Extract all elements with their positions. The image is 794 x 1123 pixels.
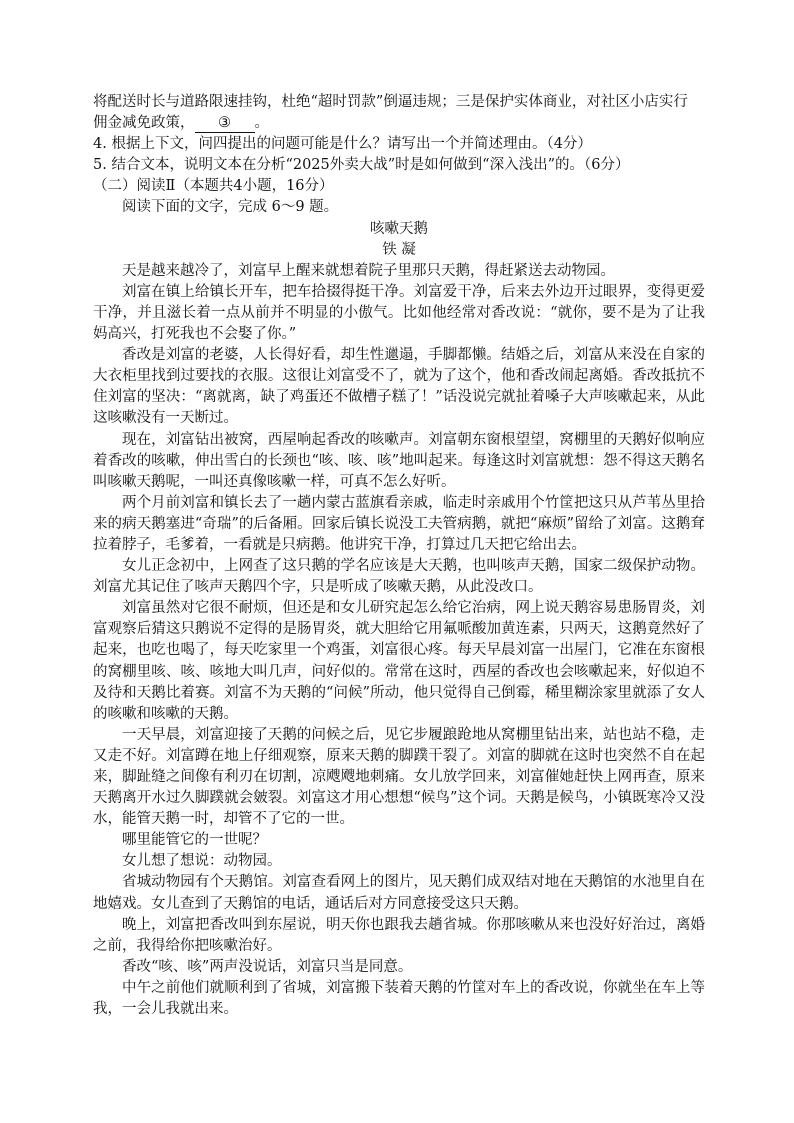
answer-blank: ③ — [195, 114, 255, 133]
story-paragraph: 女儿正念初中，上网查了这只鹅的学名应该是大天鹅，也叫咳声天鹅，国家二级保护动物。刘富尤其记住了咳声天鹅四个字，只是听成了咳嗽天鹅，从此没改口。 — [93, 558, 705, 596]
story-paragraph: 现在，刘富钻出被窝，西屋响起香改的咳嗽声。刘富朝东窗根望望，窝棚里的天鹅好似响应着香改的咳嗽，伸出雪白的长颈也“咳、咳、咳”地叫起来。每逢这时刘富就想：怨不得这天鹅名叫咳嗽天鹅呢，一叫还真像咳嗽一样，可真不怎么好听。 — [93, 431, 705, 490]
blank-line — [93, 113, 705, 134]
blank-line-after: 。 — [254, 115, 269, 132]
story-paragraph: 刘富在镇上给镇长开车，把车拾掇得挺干净。刘富爱干净，后来去外边开过眼界，变得更爱干净，并且滋长着一点从前并不明显的小傲气。比如他经常对香改说：“就你，要不是为了让我妈高兴，打死我也不会娶了你。” — [93, 283, 705, 343]
story-paragraph: 一天早晨，刘富迎接了天鹅的问候之后，见它步履踉跄地从窝棚里钻出来，站也站不稳，走又走不好。刘富蹲在地上仔细观察，原来天鹅的脚蹼干裂了。刘富的脚就在这时也突然不自在起来，脚趾缝之间像有利刃在切割，凉飕飕地刺痛。女儿放学回来，刘富催她赶快上网再查，原来天鹅离开水过久脚蹼就会皴裂。刘富这才用心想想“候鸟”这个词。天鹅是候鸟，小镇既寒冷又没水，能管天鹅一时，却管不了它的一世。 — [93, 726, 705, 828]
story-paragraph: 中午之前他们就顺利到了省城，刘富搬下装着天鹅的竹筐对车上的香改说，你就坐在车上等我，一会儿我就出来。 — [93, 979, 705, 1018]
story-paragraph: 女儿想了想说：动物园。 — [122, 853, 282, 870]
story-paragraph: 香改“咳、咳”两声没说话，刘富只当是同意。 — [122, 958, 413, 975]
document-page — [93, 92, 705, 1020]
story-paragraph: 两个月前刘富和镇长去了一趟内蒙古蓝旗看亲戚，临走时亲戚用个竹筐把这只从芦苇丛里拾来的病天鹅塞进“奇瑞”的后备厢。回家后镇长说没工夫管病鹅，就把“麻烦”留给了刘富。这鹅耷拉着脖子，毛爹着，一看就是只病鹅。他讲究干净，打算过几天把它给出去。 — [93, 494, 705, 553]
blank-line-before: 佣金减免政策， — [93, 115, 195, 132]
question-4: 4. 根据上下文，问四提出的问题可能是什么？请写出一个并简述理由。（4分） — [93, 136, 592, 153]
story-paragraph: 省城动物园有个天鹅馆。刘富查看网上的图片，见天鹅们成双结对地在天鹅馆的水池里自在地嬉戏。女儿查到了天鹅馆的电话，通话后对方同意接受这只天鹅。 — [93, 874, 705, 912]
story-author: 铁 凝 — [382, 241, 416, 258]
story-paragraph: 刘富虽然对它很不耐烦，但还是和女儿研究起怎么给它治病，网上说天鹅容易患肠胃炎，刘富观察后猜这只鹅说不定得的是肠胃炎，就大胆给它用氟哌酸加黄连素，只两天，这鹅竟然好了起来，也吃也喝了，每天吃家里一个鸡蛋，刘富很心疼。每天早晨刘富一出屋门，它准在东窗根的窝棚里咳、咳、咳地大叫几声，问好似的。常常在这时，西屋的香改也会咳嗽起来，好似迫不及待和天鹅比着赛。刘富不为天鹅的“问候”所动，他只觉得自己倒霉，稀里糊涂家里就添了女人的咳嗽和咳嗽的天鹅。 — [93, 600, 705, 722]
section-header: （二）阅读Ⅱ（本题共4小题，16分） — [93, 178, 334, 195]
story-title: 咳嗽天鹅 — [370, 220, 428, 237]
story-paragraph: 天是越来越冷了，刘富早上醒来就想着院子里那只天鹅，得赶紧送去动物园。 — [122, 262, 615, 279]
story-paragraph: 晚上，刘富把香改叫到东屋说，明天你也跟我去趟省城。你那咳嗽从来也没好好治过，离婚之前，我得给你把咳嗽治好。 — [93, 916, 705, 954]
question-5: 5. 结合文本，说明文本在分析“2025外卖大战”时是如何做到“深入浅出”的。（6分） — [93, 157, 630, 174]
story-paragraph: 哪里能管它的一世呢？ — [122, 832, 267, 849]
intro-line: 将配送时长与道路限速挂钩，杜绝“超时罚款”倒逼违规；三是保护实体商业，对社区小店实行 — [93, 94, 688, 110]
reading-instruction: 阅读下面的文字，完成 6～9 题。 — [122, 199, 339, 216]
story-paragraph: 香改是刘富的老婆，人长得好看，却生性邋遢，手脚都懒。结婚之后，刘富从来没在自家的大衣柜里找到过要找的衣服。这很让刘富受不了，就为了这个，他和香改闹起离婚。香改抵抗不住刘富的坚决：“离就离，缺了鸡蛋还不做槽子糕了！”话没说完就扯着嗓子大声咳嗽起来，从此这咳嗽没有一天断过。 — [93, 347, 705, 427]
